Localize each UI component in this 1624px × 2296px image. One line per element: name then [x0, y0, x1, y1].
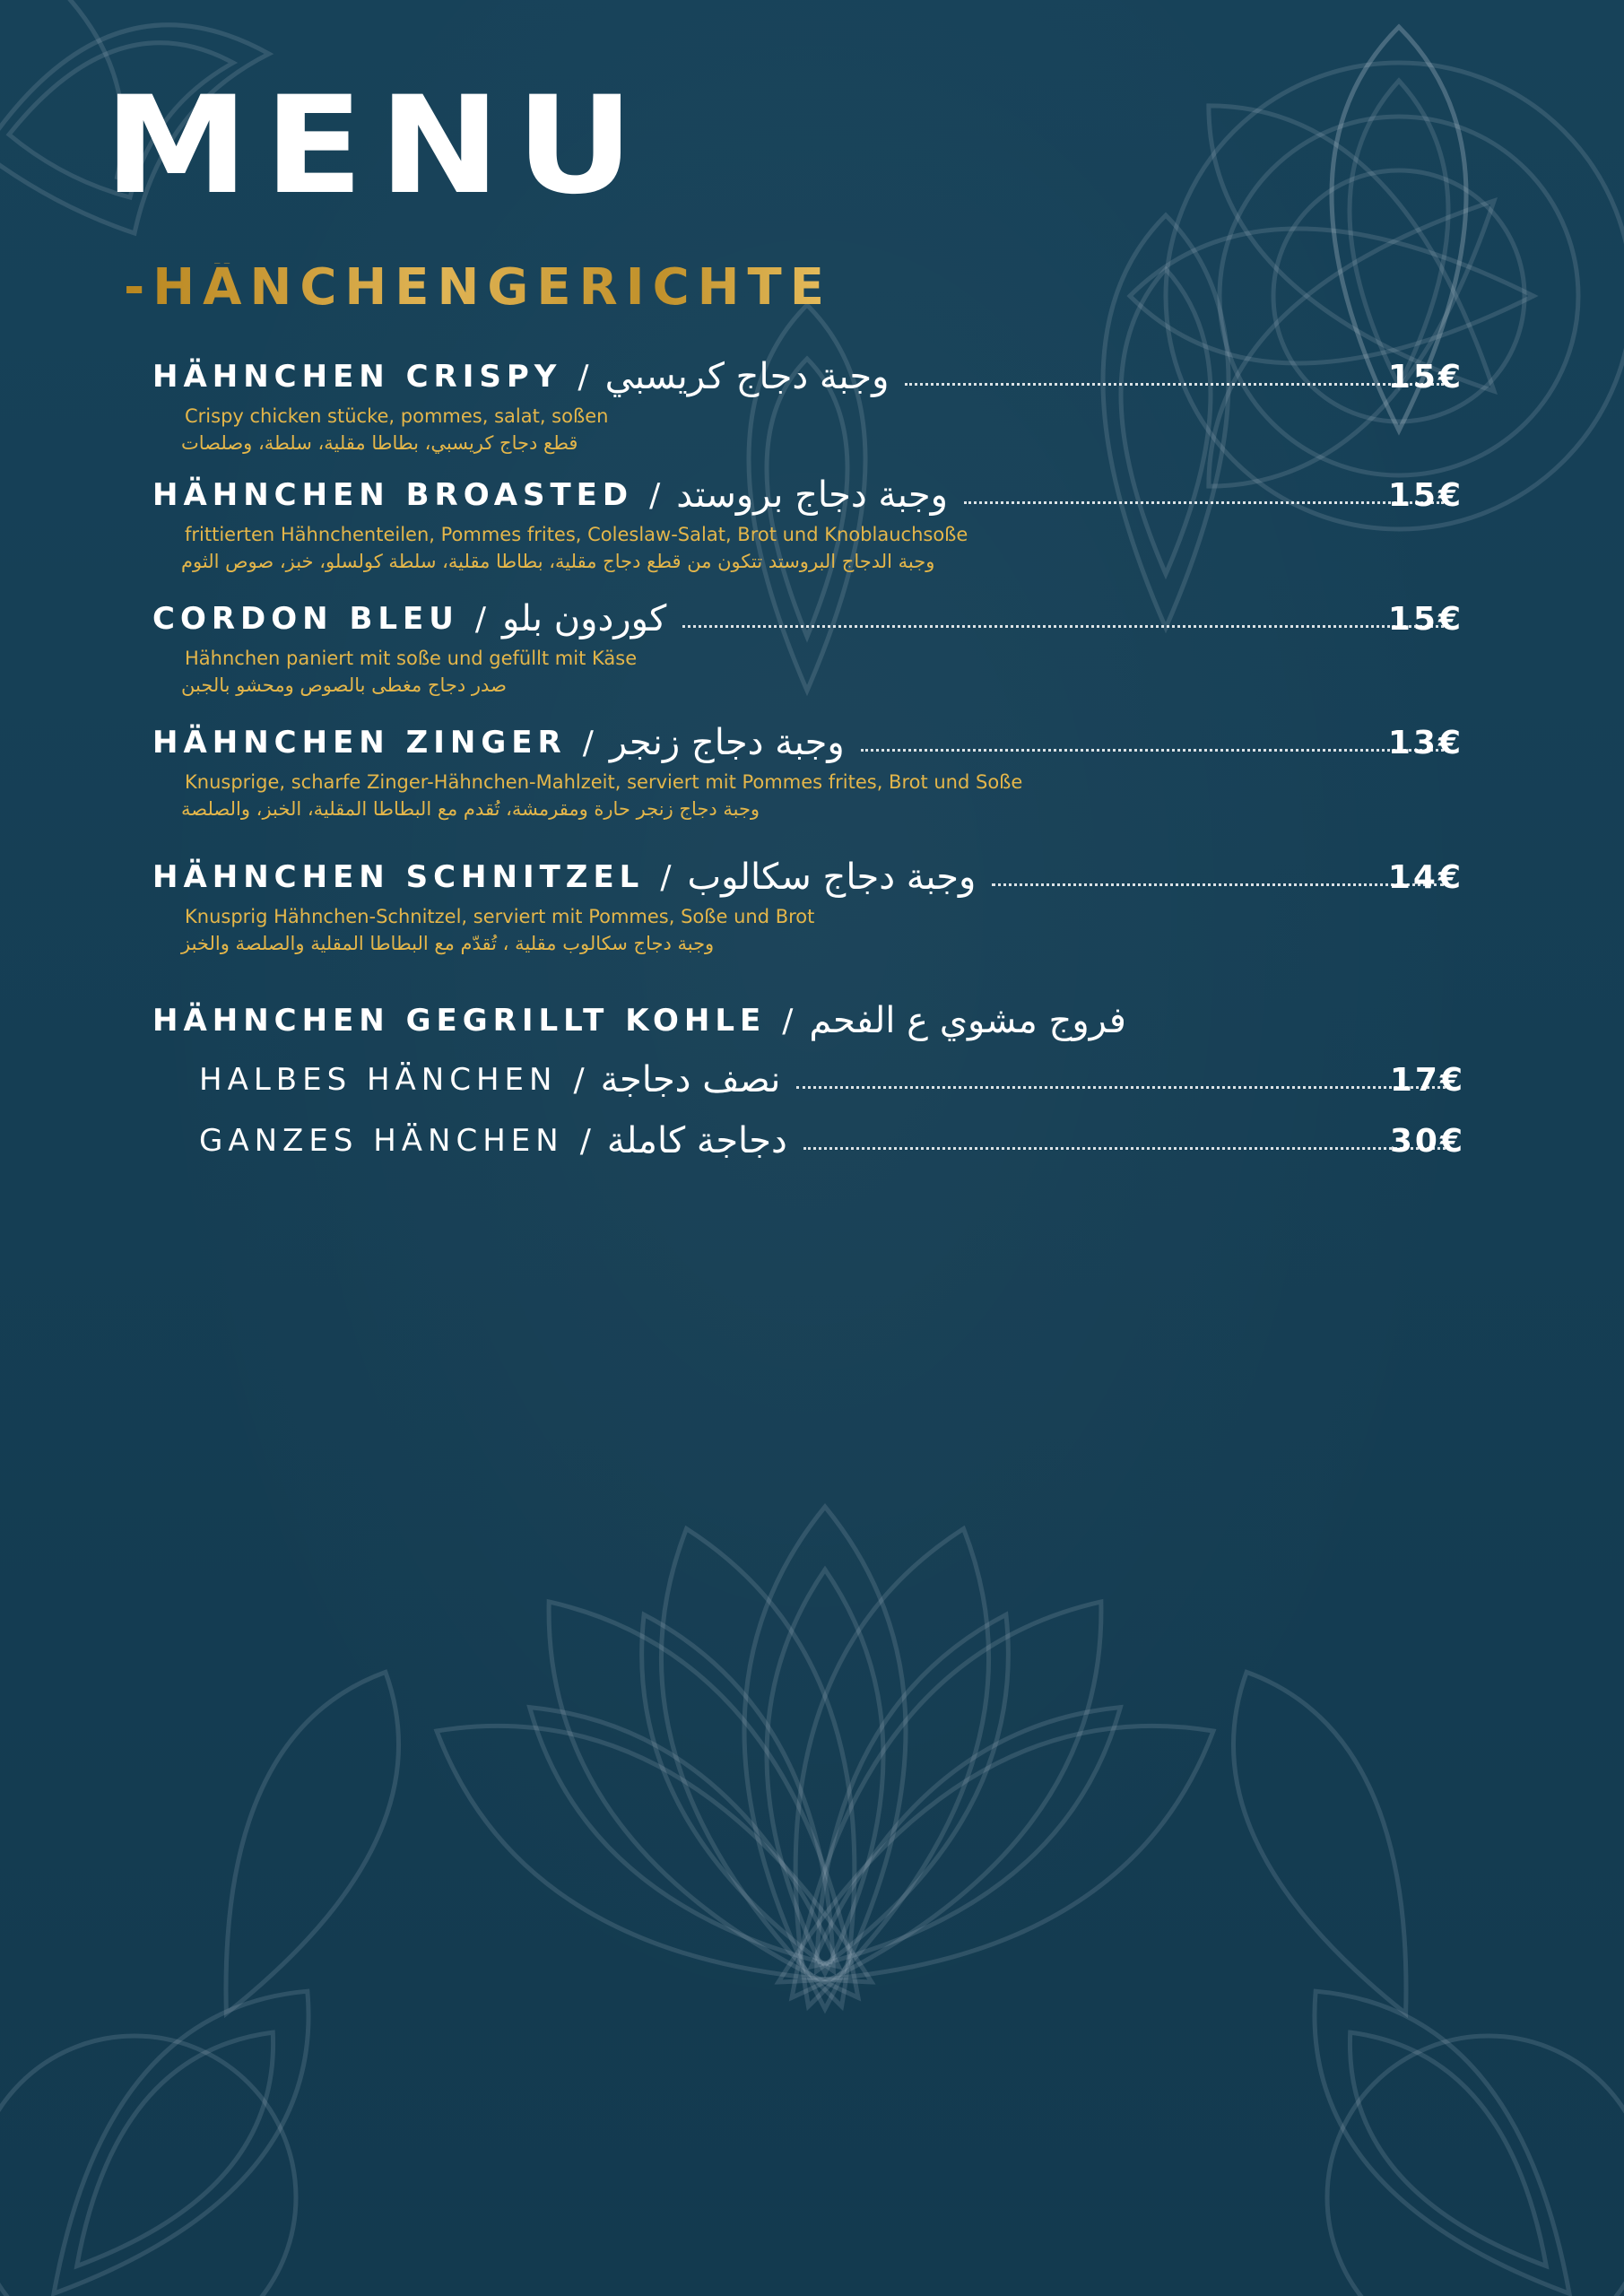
item-description-arabic: وجبة دجاج سكالوب مقلية ، تُقدّم مع البطاطا المقلية والصلصة والخبز: [181, 933, 715, 954]
subitem-name-arabic: دجاجة كاملة: [606, 1120, 787, 1161]
dot-leader: [861, 735, 1444, 752]
dot-leader: [964, 487, 1444, 504]
item-name-arabic: فروج مشوي ع الفحم: [809, 1000, 1126, 1041]
item-description-arabic: صدر دجاج مغطى بالصوص ومحشو بالجبن: [181, 674, 507, 696]
menu-title: MENU: [104, 68, 650, 224]
item-name-arabic: وجبة دجاج كريسبي: [604, 356, 890, 397]
item-name: HÄHNCHEN SCHNITZEL: [152, 859, 645, 895]
subitem-name: HALBES HÄNCHEN: [199, 1062, 558, 1098]
separator: /: [782, 1002, 794, 1039]
menu-item: [152, 468, 1471, 572]
dot-leader: [682, 611, 1444, 628]
item-name: CORDON BLEU: [152, 601, 459, 637]
item-price: 13€: [1387, 724, 1463, 761]
separator: /: [649, 476, 661, 514]
item-price: 15€: [1387, 600, 1463, 638]
item-name: HÄHNCHEN ZINGER: [152, 725, 567, 761]
item-description: Crispy chicken stücke, pommes, salat, soßen: [185, 405, 609, 427]
separator: /: [660, 858, 672, 896]
menu-item-grill: [152, 994, 1471, 1048]
separator: /: [578, 358, 589, 396]
item-description: frittierten Hähnchenteilen, Pommes frites, Coleslaw-Salat, Brot und Knoblauchsoße: [185, 524, 968, 545]
item-description-arabic: قطع دجاج كريسبي، بطاطا مقلية، سلطة، وصلصات: [181, 432, 578, 454]
dot-leader: [803, 1133, 1446, 1150]
menu-item: [152, 350, 1471, 454]
item-name-arabic: كوردون بلو: [502, 598, 667, 639]
menu-subitem: [199, 1114, 1472, 1168]
item-name: HÄHNCHEN GEGRILLT KOHLE: [152, 1003, 767, 1039]
separator: /: [573, 1061, 585, 1099]
item-price: 15€: [1387, 358, 1463, 396]
separator: /: [582, 724, 594, 761]
dot-leader: [796, 1072, 1446, 1089]
menu-item: [152, 716, 1471, 820]
item-name: HÄHNCHEN CRISPY: [152, 359, 562, 395]
section-title: -HÄNCHENGERICHTE: [124, 258, 832, 317]
item-name-arabic: وجبة دجاج زنجر: [609, 722, 845, 763]
item-description-arabic: وجبة دجاج زنجر حارة ومقرمشة، تُقدم مع البطاطا المقلية، الخبز، والصلصة: [181, 798, 760, 820]
item-description: Knusprig Hähnchen-Schnitzel, serviert mit Pommes, Soße und Brot: [185, 906, 815, 927]
subitem-price: 30€: [1389, 1122, 1465, 1160]
item-description: Knusprige, scharfe Zinger-Hähnchen-Mahlzeit, serviert mit Pommes frites, Brot und Soße: [185, 771, 1023, 793]
item-price: 14€: [1387, 858, 1463, 896]
item-description: Hähnchen paniert mit soße und gefüllt mit Käse: [185, 648, 638, 669]
item-name-arabic: وجبة دجاج سكالوب: [687, 857, 977, 898]
subitem-name: GANZES HÄNCHEN: [199, 1123, 564, 1159]
subitem-price: 17€: [1389, 1061, 1465, 1099]
dot-leader: [905, 369, 1444, 386]
item-name: HÄHNCHEN BROASTED: [152, 477, 634, 513]
dot-leader: [992, 869, 1444, 886]
separator: /: [474, 600, 487, 638]
item-name-arabic: وجبة دجاج بروستد: [676, 474, 948, 516]
subitem-name-arabic: نصف دجاجة: [600, 1059, 781, 1100]
menu-subitem: [199, 1053, 1472, 1107]
item-description-arabic: وجبة الدجاج البروستد تتكون من قطع دجاج مقلية، بطاطا مقلية، سلطة كولسلو، خبز، صوص الثوم: [181, 551, 935, 572]
menu-item: [152, 592, 1471, 696]
item-price: 15€: [1387, 476, 1463, 514]
separator: /: [579, 1122, 591, 1160]
menu-item: [152, 850, 1471, 954]
